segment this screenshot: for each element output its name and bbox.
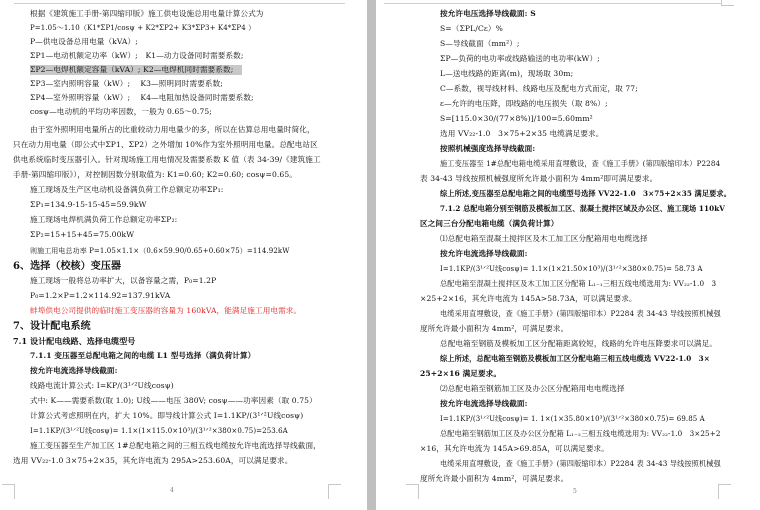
page-5 xyxy=(376,0,760,510)
formula-line: P=1.05～1.10（K1*ΣP1/cosψ + K2*ΣP2+ K3*ΣP3+ K4*ΣP4 ） xyxy=(30,24,256,32)
text-line: ⑴总配电箱至混凝土搅拌区及木工加工区分配箱用电电缆选择 xyxy=(440,234,648,243)
bold-summary: 综上所述,变压器至总配电箱之间的电缆型号选择 VV22-1.0 3×75+2×35 满足要求。 xyxy=(440,189,731,198)
text-line: cosψ—电动机的平均功率因数，一般为 0.65～0.75; xyxy=(30,107,212,116)
paragraph-line: 电缆采用直埋敷设，查《施工手册》(第四版缩印本）P2284 表 34-43 导线按照机械强 xyxy=(440,309,721,318)
paragraph-line: 度所允许最小面积为 4mm²，可满足要求。 xyxy=(420,474,569,483)
margin-corner-mark xyxy=(718,484,731,499)
page-number: 4 xyxy=(170,487,174,494)
section-heading-7-1: 7.1 设计配电线路、选择电缆型号 xyxy=(13,336,136,346)
paragraph-line: ×16，其允许电流为 145A>69.85A，可以满足要求。 xyxy=(420,444,609,453)
page-gap-scrollbar xyxy=(367,0,376,510)
margin-corner-mark xyxy=(328,484,341,499)
text-line: 计算公式考虑照明在内，扩大 10%。即导线计算公式 I=1.1KP/(3¹ᐟ²U线cosψ) xyxy=(30,411,304,420)
red-note-line: 蚌埠供电公司提供的临时施工变压器的容量为 160kVA，能满足施工用电需求。 xyxy=(30,306,302,315)
bold-label: 按照机械强度选择导线截面: xyxy=(440,144,536,153)
section-heading-7-1-2-cont: 区之间三台分配电箱电缆（满负荷计算） xyxy=(420,219,559,228)
text-line: P—供电设备总用电量（kVA）; xyxy=(30,37,138,46)
text-line: ⑵总配电箱至钢筋加工区及办公区分配箱用电电缆选择 xyxy=(440,384,625,393)
text-line: 选用 VV₂₂-1.0 3×75+2×35 电缆满足要求。 xyxy=(440,129,604,138)
paragraph-line: 只在动力用电量（即公式中ΣP1、ΣP2）之外增加 10%作为室外照明用电量。总配电站区 xyxy=(13,140,318,149)
bold-label: 按允许电压选择导线截面: S xyxy=(440,9,536,18)
text-line: C—系数，视导线材料、线路电压及配电方式而定，取 77; xyxy=(440,84,638,93)
paragraph-line: 度所允许最小面积为 4mm²，可满足要求。 xyxy=(420,324,569,333)
formula-line: ΣP₂=15+15+45=75.00kW xyxy=(30,230,135,239)
text-line: ΣP—负荷的电功率或线路输送的电功率(kW）; xyxy=(440,54,600,63)
formula-line: S=（ΣPL/Cε）% xyxy=(440,24,503,33)
page-top-edge xyxy=(14,0,345,4)
paragraph-line: 手册-第四缩印版》），对控制因数分别取值为: K1=0.60; K2=0.60; cosψ=0.65。 xyxy=(13,170,297,179)
text-line: S—导线截面（mm²）; xyxy=(440,39,520,48)
text-line: ΣP4—室外照明容量（kW）; K4—电阻加热设备同时需要系数; xyxy=(30,93,254,102)
highlighted-line: ΣP2—电焊机额定容量（kVA）; K2—电焊机同时需要系数; xyxy=(30,65,242,75)
page-number: 5 xyxy=(573,488,577,495)
section-heading-6: 6、选择（校核）变压器 xyxy=(13,261,122,272)
paragraph-line: 总配电箱至混凝土搅拌区及木工加工区分配箱 L₁₋₁三相五线电缆选用为: VV₂₂-1.0 3 xyxy=(440,279,717,288)
paragraph-line: 总配电箱至钢筋及模板加工区分配箱距离较短，线路的允许电压降要求可以满足。 xyxy=(440,339,717,348)
text-line: L—送电线路的距离(m)，现场取 30m; xyxy=(440,69,574,78)
section-heading-7-1-1: 7.1.1 变压器至总配电箱之间的电缆 L1 型号选择（满负荷计算） xyxy=(30,351,256,360)
bold-label: 按允许电流选择导线截面: xyxy=(30,366,118,375)
text-line: ε—允许的电压降，即线路的电压损失（取 8%）; xyxy=(440,99,608,108)
formula-line: S=[115.0×30/(77×8%)]/100=5.60mm² xyxy=(440,114,593,123)
formula-line: ΣP₁=134.9-15-15-45=59.9kW xyxy=(30,200,147,209)
text-line: 根据《建筑施工手册-第四缩印版》施工供电设施总用电量计算公式为 xyxy=(30,9,264,18)
text-line: 施工现场电焊机满负荷工作总额定功率ΣP₂: xyxy=(30,215,178,224)
paragraph-line: 选用 VV₂₂-1.0 3×75+2×35，其允许电流为 295A>253.60A，可以满足要求。 xyxy=(13,456,293,465)
paragraph-line: 电缆采用直埋敷设，查《施工手册》(第四版缩印本）P2284 表 34-43 导线按照机械强 xyxy=(440,459,721,468)
paragraph-line: 总配电箱至钢筋加工区及办公区分配箱 L₁₋₂三相五线电缆选用为: VV₂₂-1.0 3×25+2 xyxy=(440,429,721,438)
page-4 xyxy=(0,0,367,510)
text-line: 式中: K——需要系数(取 1.0); U线——电压 380V; cosψ——功率因素（取 0.75） xyxy=(30,396,317,405)
paragraph-line: 供电系统临时变压器引入。针对现场施工用电情况及需要系数 K 值（表 34-39/《建筑施工 xyxy=(13,155,321,164)
formula-line: P₀=1.2×P=1.2×114.92=137.91kVA xyxy=(30,291,171,300)
margin-corner-mark xyxy=(2,484,15,499)
paragraph-line: 由于室外照明用电量所占的比重较动力用电量少的多，所以在估算总用电量时简化， xyxy=(30,125,315,134)
formula-line: I=1.1KP/(3¹ᐟ²U线cosψ)= 1.1×(1×21.50×10³)/(3¹ᐟ²×380×0.75)= 58.73 A xyxy=(440,265,703,273)
page-top-edge xyxy=(384,0,722,4)
text-line: 施工现场一般将总功率扩大，以备容量之需，P₀=1.2P xyxy=(30,276,217,285)
bold-summary: 25+2×16 满足要求。 xyxy=(420,369,502,378)
text-line: 施工现场及生产区电动机设备满负荷工作总额定功率ΣP₁: xyxy=(30,185,224,194)
formula-line: I=1.1KP/(3¹ᐟ²U线cosψ)= 1. 1×(1×35.80×10³)/(3¹ᐟ²×380×0.75)= 69.85 A xyxy=(440,415,705,423)
formula-line: 则施工用电总功率 P=1.05×1.1×（0.6×59.90/0.65+0.60×75）=114.92kW xyxy=(30,247,290,255)
section-heading-7-1-2: 7.1.2 总配电箱分别至钢筋及模板加工区、混凝土搅拌区域及办公区、施工现场 110kV xyxy=(440,204,725,213)
text-line: 线路电流计算公式: I=KP/(3¹ᐟ²U线cosψ) xyxy=(30,381,174,390)
formula-line: I=1.1KP/(3¹ᐟ²U线cosψ)= 1.1×(1×115.0×10³)/(3¹ᐟ²×380×0.75)=253.6A xyxy=(30,427,288,435)
section-heading-7: 7、设计配电系统 xyxy=(13,321,91,332)
text-line: ΣP1—电动机额定功率（kW）; K1—动力设备同时需要系数; xyxy=(30,51,244,60)
bold-label: 按允许电流选择导线截面: xyxy=(440,399,528,408)
paragraph-line: 表 34-43 导线按照机械强度所允许最小面积为 4mm²即可满足要求。 xyxy=(420,174,658,183)
bold-summary: 综上所述，总配电箱至钢筋及模板加工区分配电箱三相五线电缆选 VV22-1.0 3× xyxy=(440,354,710,363)
text-line: ΣP3—室内照明容量（kW）; K3—照明同时需要系数; xyxy=(30,79,223,88)
paragraph-line: 施工变压器至 1#总配电箱电缆采用直埋敷设，查《施工手册》(第四版缩印本）P2284 xyxy=(440,159,721,168)
margin-corner-mark xyxy=(406,484,419,499)
paragraph-line: 施工变压器至生产加工区 1#总配电箱之间的三相五线电缆按允许电流选择导线截面， xyxy=(30,441,321,450)
bold-label: 按允许电流选择导线截面: xyxy=(440,249,528,258)
margin-corner-mark xyxy=(721,0,734,6)
paragraph-line: ×25+2×16，其允许电流为 145A>58.73A，可以满足要求。 xyxy=(420,294,637,303)
